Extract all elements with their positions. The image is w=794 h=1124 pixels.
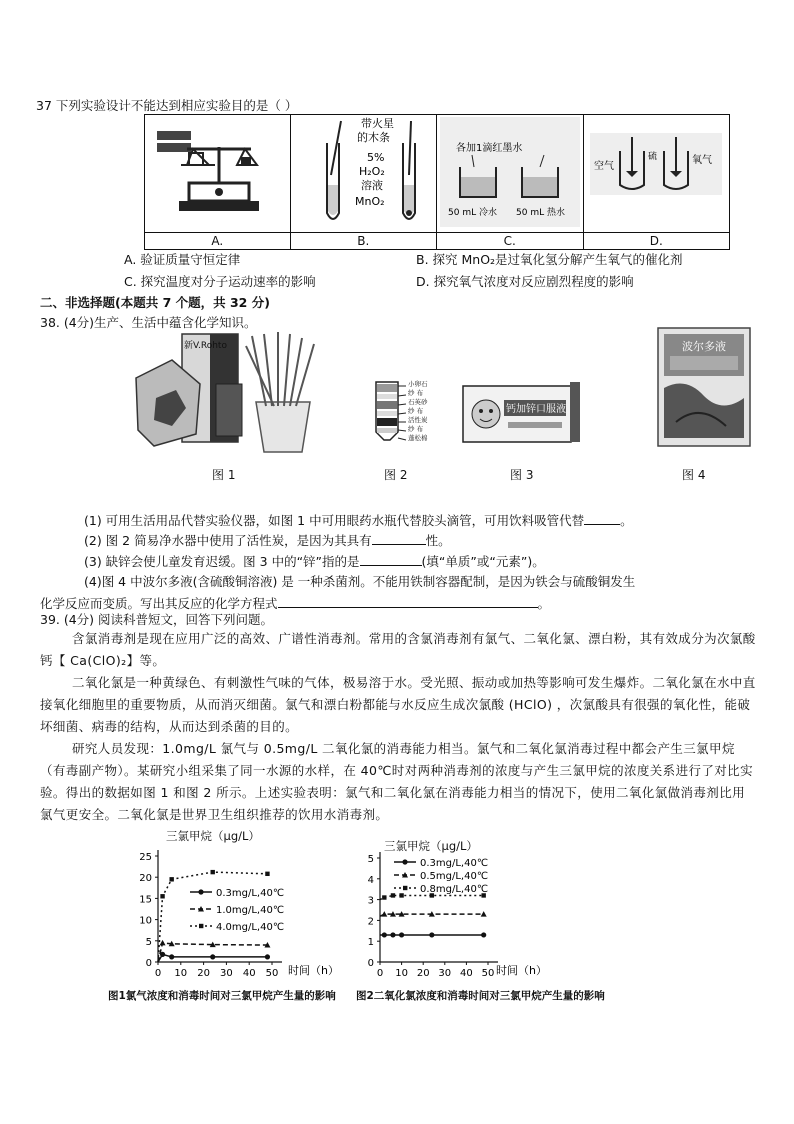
q37-option-b: B. 探究 MnO₂是过氧化氢分解产生氧气的催化剂: [416, 252, 683, 267]
q38-sub-4b-end: 。: [537, 596, 551, 611]
fig4-product-name: 波尔多液: [682, 340, 726, 353]
q37-figure-d: [583, 115, 730, 233]
q38-sub-1-text: (1) 可用生活用品代替实验仪器，如图 1 中可用眼药水瓶代替胶头滴管，可用饮料吸管代替: [84, 513, 585, 528]
fig2-layer-labels: [408, 380, 428, 443]
legend-marker: [403, 886, 407, 890]
q38-sub-4a: (4)图 4 中波尔多液(含硫酸铜溶液) 是 一种杀菌剂。不能用铁制容器配制，是因为铁会与硫酸铜发生: [84, 574, 636, 589]
chart1-xlabel: 时间（h）: [288, 964, 339, 977]
q37-stem: 37 下列实验设计不能达到相应实验目的是（ ）: [36, 98, 298, 113]
balance-icon: [147, 117, 287, 227]
fig-b-l3: 溶液: [361, 179, 384, 192]
data-point: [399, 893, 403, 897]
x-tick-label: 50: [265, 968, 279, 979]
y-tick-label: 5: [367, 854, 374, 865]
q37-figure-b: [290, 115, 437, 233]
q38-caption-4: 图 4: [682, 468, 706, 482]
data-point: [265, 954, 270, 959]
y-tick-label: 2: [367, 916, 374, 928]
q38-figure-3: [462, 380, 582, 447]
chart2-caption: 图2二氧化氯浓度和消毒时间对三氯甲烷产生量的影响: [356, 990, 605, 1002]
q38-caption-1: 图 1: [212, 468, 236, 482]
y-tick-label: 10: [139, 915, 152, 927]
fig-c-top: 各加1滴红墨水: [455, 143, 523, 154]
fig-c-right: 50 mL 热水: [515, 208, 565, 218]
q38-figure-4: [656, 326, 752, 451]
answer-blank-4[interactable]: [278, 595, 538, 608]
q38-sub-2: [84, 532, 451, 549]
q39-paragraph-1: 含氯消毒剂是现在应用广泛的高效、广谱性消毒剂。常用的含氯消毒剂有氯气、二氧化氯、漂白粉，其有效成分为次氯酸钙【 Ca(ClO)₂】等。: [40, 631, 756, 668]
q37-label-c: C.: [437, 233, 584, 250]
fig2-layer: 纱 布: [408, 389, 424, 397]
q37-option-c: C. 探究温度对分子运动速率的影响: [124, 274, 316, 289]
q38-sub-4b: [40, 595, 550, 612]
answer-blank-1[interactable]: [584, 512, 620, 525]
legend-label: 0.5mg/L,40℃: [420, 871, 489, 882]
data-point: [381, 911, 387, 917]
data-point: [391, 893, 395, 897]
legend-marker: [402, 859, 407, 864]
data-point: [390, 932, 395, 937]
data-point: [265, 872, 269, 876]
fig-c-left: 50 mL 冷水: [447, 208, 497, 218]
fig-b-top2: 的木条: [357, 131, 391, 144]
fig3-product-name: 钙加锌口服液: [506, 404, 566, 415]
chart1-caption: 图1氯气浓度和消毒时间对三氯甲烷产生量的影响: [108, 990, 336, 1002]
legend-label: 1.0mg/L,40℃: [216, 905, 285, 916]
x-tick-label: 20: [416, 968, 430, 979]
fig-b-l2: H₂O₂: [359, 165, 385, 178]
data-point: [210, 954, 215, 959]
fig2-layer: 蓬松棉: [408, 434, 428, 442]
q37-label-d: D.: [583, 233, 730, 250]
chart1-title: 三氯甲烷（μg/L）: [166, 829, 260, 843]
fig2-layer: 石英砂: [408, 398, 428, 406]
q38-sub-1: [84, 512, 633, 529]
fig-b-l1: 5%: [367, 151, 385, 164]
section-2-heading: 二、非选择题(本题共 7 个题，共 32 分): [40, 295, 270, 310]
q38-sub-2-text: (2) 图 2 简易净水器中使用了活性炭，是因为其具有: [84, 533, 372, 548]
q38-sub-4b-text: 化学反应而变质。写出其反应的化学方程式: [40, 596, 278, 611]
q38-sub-3-text: (3) 缺锌会使儿童发育迟缓。图 3 中的“锌”指的是: [84, 554, 360, 569]
q37-label-b: B.: [290, 233, 437, 250]
legend-label: 0.8mg/L,40℃: [420, 884, 489, 895]
q37-label-a: A.: [145, 233, 291, 250]
chart2-title: 三氯甲烷（μg/L）: [384, 839, 478, 853]
x-tick-label: 40: [242, 968, 256, 979]
y-tick-label: 15: [139, 894, 152, 906]
data-point: [382, 895, 386, 899]
x-tick-label: 30: [220, 968, 233, 979]
legend-label: 0.3mg/L,40℃: [420, 858, 489, 869]
x-tick-label: 10: [174, 968, 188, 979]
legend-label: 0.3mg/L,40℃: [216, 888, 285, 899]
data-point: [160, 894, 164, 898]
q38-figure-2: [372, 378, 452, 449]
data-point: [211, 870, 215, 874]
q37-figure-c: [437, 115, 584, 233]
data-point: [382, 932, 387, 937]
data-point: [169, 877, 173, 881]
q38-sub-2-end: 性。: [425, 533, 451, 548]
x-tick-label: 0: [154, 968, 162, 979]
fig-b-top1: 带火星: [361, 117, 395, 130]
data-point: [399, 932, 404, 937]
y-tick-label: 1: [367, 937, 374, 949]
legend-label: 4.0mg/L,40℃: [216, 922, 285, 933]
x-tick-label: 50: [481, 968, 495, 979]
q37-experiment-table: [144, 114, 730, 250]
q38-sub-3-end: (填“单质”或“元素”)。: [421, 554, 545, 569]
x-tick-label: 10: [395, 968, 408, 979]
answer-blank-2[interactable]: [372, 532, 426, 545]
q39-stem: 39. (4分) 阅读科普短文，回答下列问题。: [40, 612, 274, 627]
data-point: [481, 911, 487, 917]
q39-paragraph-3: 研究人员发现：1.0mg/L 氯气与 0.5mg/L 二氧化氯的消毒能力相当。氯气和二氧化氯消毒过程中都会产生三氯甲烷（有毒副产物）。某研究小组采集了同一水源的水样，在 40℃时对两种消毒剂的浓度与产生三氯甲烷的浓度关系进行了对比实验。得出的数据如图 1 和图 2 所示。上述实验表明：氯气和二氧化氯在消毒能力相当的情况下，使用二氧化氯做消毒剂比用氯气更安全。二氧化氯是世界卫生组织推荐的饮用水消毒剂。: [40, 741, 753, 822]
fig-d-right: 氧气: [692, 155, 713, 166]
fig-b-l4: MnO₂: [355, 195, 385, 208]
data-point: [429, 932, 434, 937]
fig2-layer: 小卵石: [408, 380, 428, 388]
chart-2: [356, 850, 556, 982]
legend-marker: [199, 924, 203, 928]
x-tick-label: 40: [460, 968, 473, 979]
q39-paragraph-2: 二氧化氯是一种黄绿色、有刺激性气味的气体，极易溶于水。受光照、振动或加热等影响可发生爆炸。二氧化氯在水中直接氧化细胞里的重要物质，从而消灭细菌。氯气和漂白粉都能与水反应生成次氯酸 (HClO) ，次氯酸具有很强的氧化性，能破坏细菌、病毒的结构，从而达到杀菌的目的。: [40, 675, 756, 734]
data-point: [481, 932, 486, 937]
chart-1: [126, 842, 366, 982]
q37-figure-a: [145, 115, 291, 233]
data-point: [169, 954, 174, 959]
q37-option-d: D. 探究氧气浓度对反应剧烈程度的影响: [416, 274, 634, 289]
x-tick-label: 30: [438, 968, 452, 979]
answer-blank-3[interactable]: [360, 553, 422, 566]
x-tick-label: 20: [197, 968, 210, 979]
y-tick-label: 0: [145, 958, 152, 969]
y-tick-label: 0: [367, 958, 374, 969]
fig2-layer: 纱 布: [408, 407, 424, 415]
fig2-layer: 纱 布: [408, 425, 424, 433]
chart2-xlabel: 时间（h）: [496, 964, 547, 977]
q37-option-a: A. 验证质量守恒定律: [124, 252, 241, 267]
q38-caption-3: 图 3: [510, 468, 534, 482]
fig2-layer: 活性炭: [408, 416, 428, 424]
legend-marker: [198, 889, 203, 894]
fig-d-left: 空气: [594, 161, 615, 172]
fig1-box-text: 新V.Rohto: [184, 341, 227, 351]
y-tick-label: 5: [145, 936, 152, 948]
data-point: [160, 940, 166, 946]
q38-caption-2: 图 2: [384, 468, 408, 482]
y-tick-label: 3: [367, 895, 374, 907]
q38-stem: 38. (4分)生产、生活中蕴含化学知识。: [40, 315, 257, 330]
y-tick-label: 25: [139, 852, 152, 863]
x-tick-label: 0: [376, 968, 384, 979]
y-tick-label: 4: [367, 874, 374, 886]
fig-d-mid: 硫: [648, 152, 658, 162]
q38-sub-3: [84, 553, 545, 570]
y-tick-label: 20: [139, 873, 152, 885]
q38-figure-1: [132, 330, 342, 461]
q38-sub-1-end: 。: [620, 513, 633, 528]
series-line: [158, 872, 267, 962]
